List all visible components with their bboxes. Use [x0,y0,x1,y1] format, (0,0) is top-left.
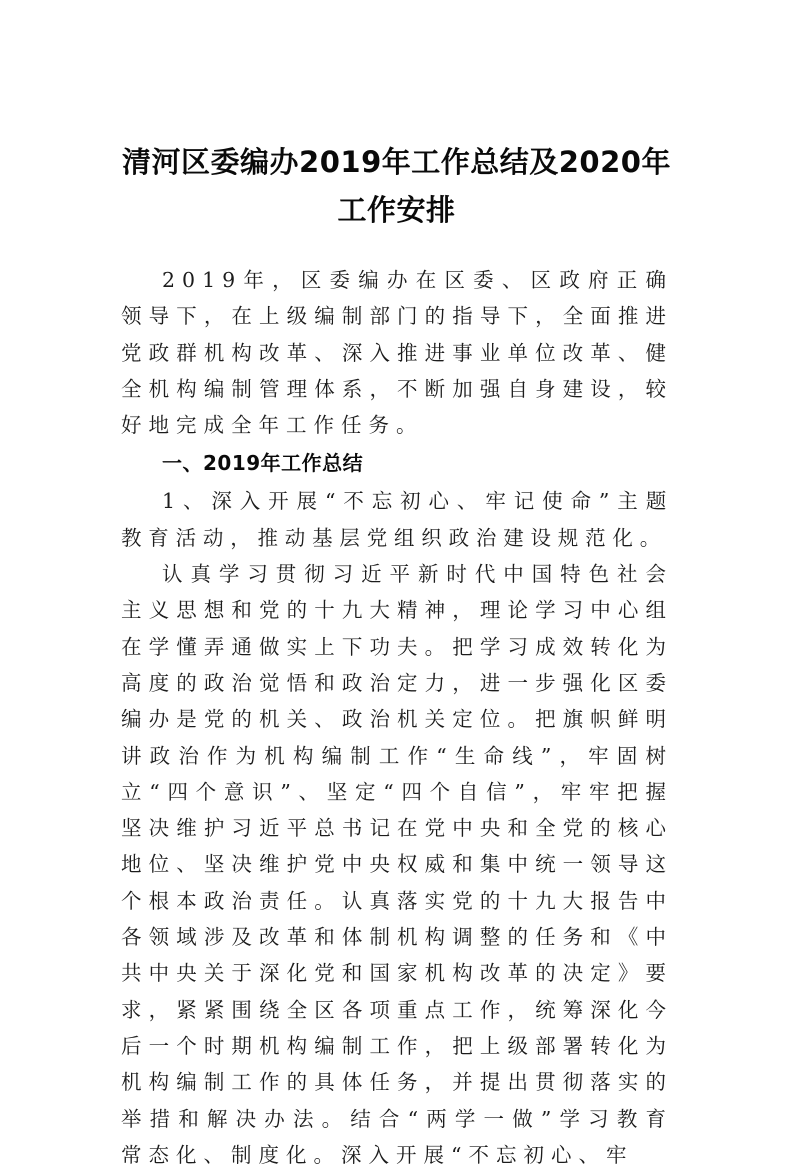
item-body-paragraph: 认真学习贯彻习近平新时代中国特色社会主义思想和党的十九大精神，理论学习中心组在学懂弄通做实上下功夫。把学习成效转化为高度的政治觉悟和政治定力，进一步强化区委编办是党的机关、政治机关定位。把旗帜鲜明讲政治作为机构编制工作“生命线”，牢固树立“四个意识”、坚定“四个自信”，牢牢把握坚决维护习近平总书记在党中央和全党的核心地位、坚决维护党中央权威和集中统一领导这个根本政治责任。认真落实党的十九大报告中各领域涉及改革和体制机构调整的任务和《中共中央关于深化党和国家机构改革的决定》要求，紧紧围绕全区各项重点工作，统筹深化今后一个时期机构编制工作，把上级部署转化为机构编制工作的具体任务，并提出贯彻落实的举措和解决办法。结合“两学一做”学习教育常态化、制度化。深入开展“不忘初心、牢 [121,562,673,1167]
document-body [121,262,673,1173]
section-heading: 一、2019年工作总结 [162,451,364,476]
item-heading: 1、深入开展“不忘初心、牢记使命”主题教育活动，推动基层党组织政治建设规范化。 [121,489,673,550]
document-title: 清河区委编办2019年工作总结及2020年工作安排 [122,145,671,227]
intro-paragraph: 2019年，区委编办在区委、区政府正确领导下，在上级编制部门的指导下，全面推进党政群机构改革、深入推进事业单位改革、健全机构编制管理体系，不断加强自身建设，较好地完成全年工作任务。 [121,268,673,438]
